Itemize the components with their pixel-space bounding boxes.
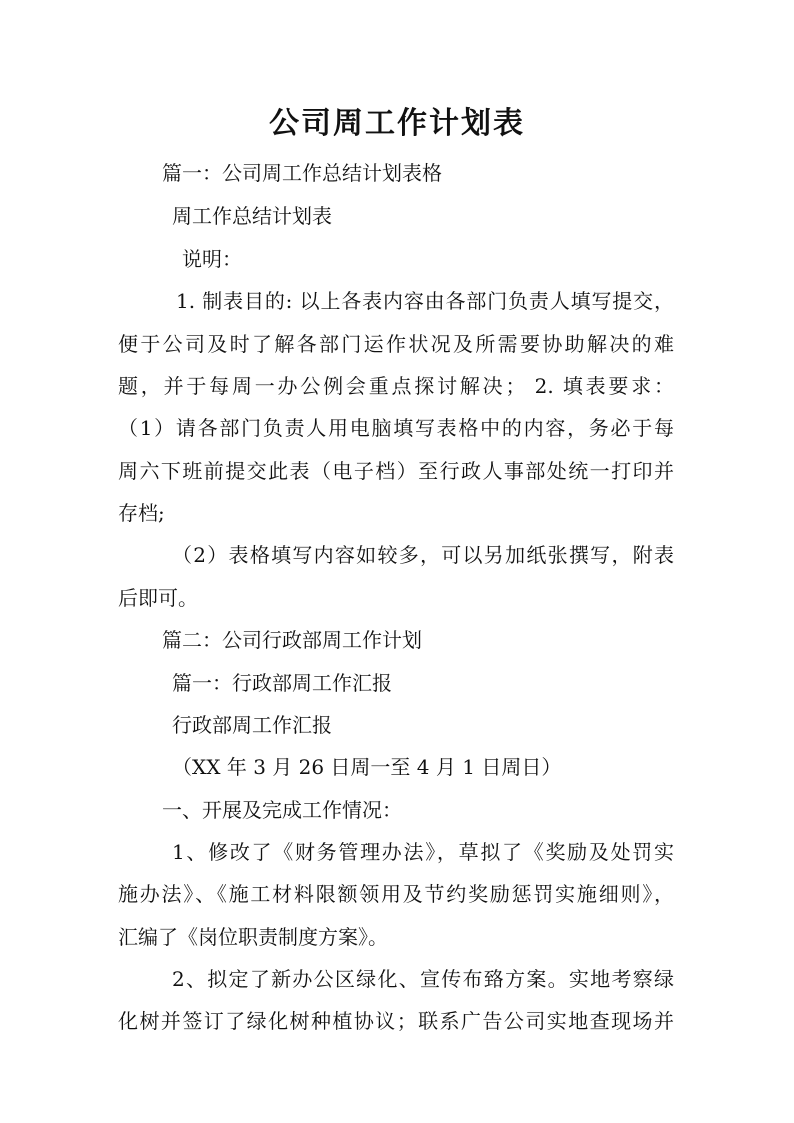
paragraph-line: 存档;	[118, 501, 165, 525]
section-heading-2: 篇二：公司行政部周工作计划	[162, 628, 422, 652]
subheading: 周工作总结计划表	[172, 204, 332, 228]
list-item-line: 汇编了《岗位职责制度方案》。	[118, 925, 388, 949]
date-range: （XX 年 3 月 26 日周一至 4 月 1 日周日）	[172, 755, 562, 779]
paragraph-line: 1. 制表目的: 以上各表内容由各部门负责人填写提交，	[176, 289, 674, 313]
paragraph-line: （1）请各部门负责人用电脑填写表格中的内容，务必于每	[118, 416, 674, 440]
section-heading-1: 篇一：公司周工作总结计划表格	[162, 161, 442, 185]
list-item-line: 1、修改了《财务管理办法》，草拟了《奖励及处罚实	[172, 840, 674, 864]
list-item-line: 2、拟定了新办公区绿化、宣传布臵方案。实地考察绿	[172, 967, 674, 991]
note-label: 说明：	[182, 247, 242, 271]
list-item-line: 施办法》、《施工材料限额领用及节约奖励惩罚实施细则》，	[118, 882, 674, 906]
paragraph-line: 便于公司及时了解各部门运作状况及所需要协助解决的难	[118, 332, 674, 356]
list-item-line: 化树并签订了绿化树种植协议；联系广告公司实地查现场并	[118, 1009, 674, 1033]
paragraph-line: （2）表格填写内容如较多，可以另加纸张撰写，附表	[172, 543, 674, 567]
paragraph-line: 后即可。	[118, 586, 198, 610]
subheading: 行政部周工作汇报	[172, 713, 332, 737]
page-title: 公司周工作计划表	[269, 106, 525, 141]
paragraph-line: 周六下班前提交此表（电子档）至行政人事部处统一打印并	[118, 459, 674, 483]
subheading: 篇一：行政部周工作汇报	[172, 671, 392, 695]
list-heading: 一、开展及完成工作情况：	[162, 798, 402, 822]
paragraph-line: 题，并于每周一办公例会重点探讨解决； 2. 填表要求：	[118, 374, 674, 398]
